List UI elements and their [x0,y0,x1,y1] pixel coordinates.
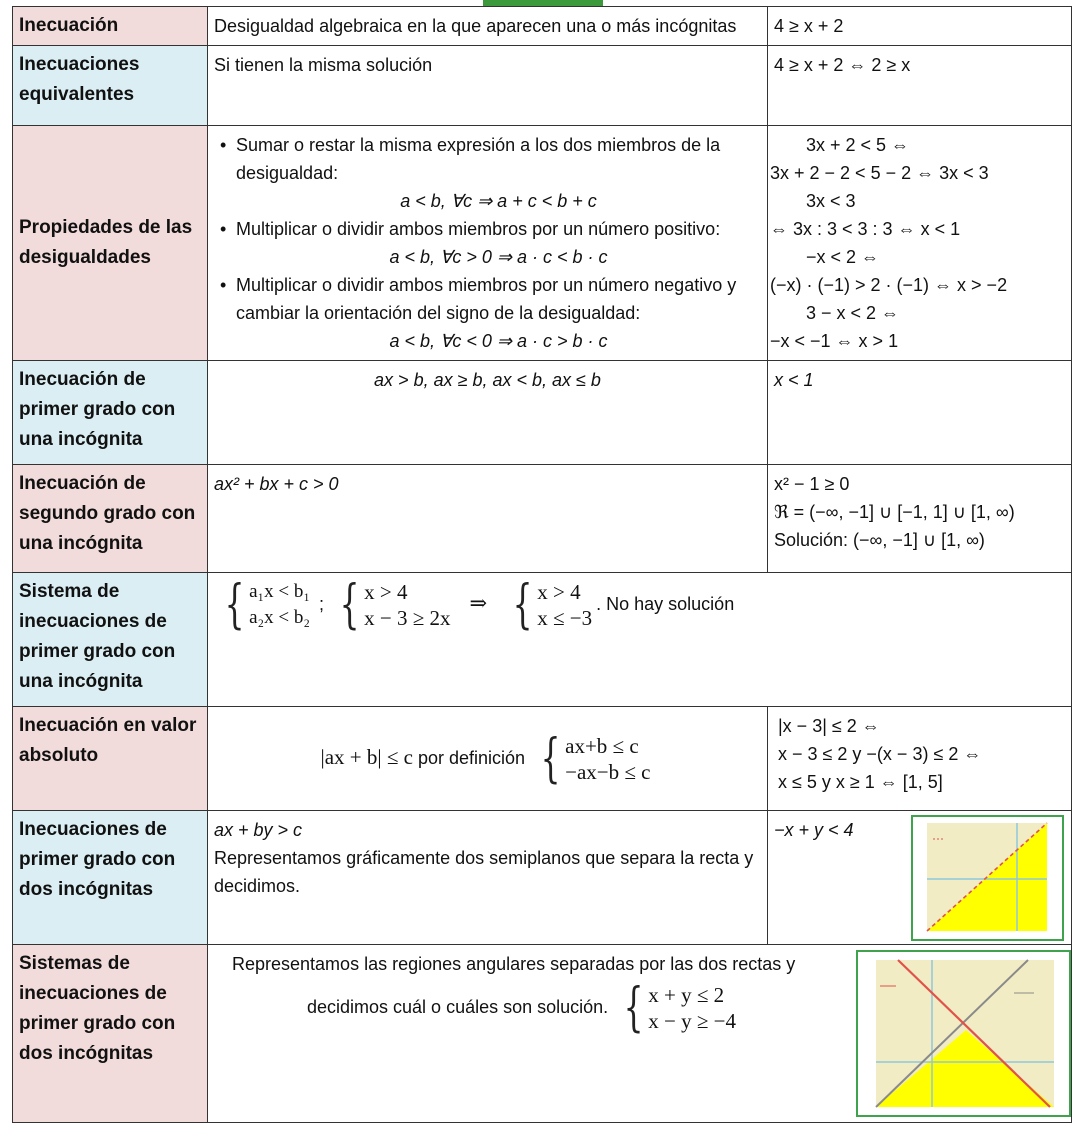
example-line: 3x + 2 < 5 ⇔ [806,135,910,155]
label-primer-grado: Inecuación de primer grado con una incógnita [13,361,208,465]
angular-regions-graph [856,950,1071,1117]
property-formula: a < b, ∀c < 0 ⇒ a · c > b · c [389,331,608,351]
example-line: ℜ = (−∞, −1] ∪ [−1, 1] ∪ [1, ∞) [774,502,1015,522]
example-line: 3 − x < 2 ⇔ [806,303,900,323]
example-segundo-grado [768,465,1072,573]
example-line: x ≤ 5 y x ≥ 1 ⇔ [1, 5] [778,772,943,792]
label-inecuacion: Inecuación [13,7,208,46]
definition-propiedades [208,126,768,361]
definition-equivalentes: Si tienen la misma solución [208,46,768,126]
system-1 [218,575,310,635]
row-equivalentes [13,46,1072,126]
definition-valor-absoluto [208,707,768,811]
separator: ; [319,593,325,614]
description-line: decidimos cuál o cuáles son solución. [307,996,609,1017]
example-line: x² − 1 ≥ 0 [774,474,850,494]
system-line: x ≤ −3 [537,606,593,630]
angular-regions-graph-svg [858,952,1069,1115]
example-equivalentes: 4 ≥ x + 2 ⇔ 2 ≥ x [768,46,1072,126]
properties-list [214,131,761,355]
system-line: x − y ≥ −4 [648,1009,736,1033]
example-line: (−x) · (−1) > 2 · (−1) ⇔ x > −2 [770,275,1008,295]
example-valor-absoluto [768,707,1072,811]
example-line: −x < −1 ⇔ x > 1 [770,331,899,351]
example-propiedades [768,126,1072,361]
no-solution-note: . No hay solución [596,593,735,614]
por-definicion: por definición [417,747,526,768]
system-dos [617,978,736,1038]
example-line: 3x + 2 − 2 < 5 − 2 ⇔ 3x < 3 [770,163,989,183]
description-line: Representamos las regiones angulares separadas por las dos rectas y [232,954,796,974]
example-line: 3x < 3 [806,191,856,211]
system-line: x + y ≤ 2 [648,983,725,1007]
label-segundo-grado: Inecuación de segundo grado con una incógnita [13,465,208,573]
example-line: −x < 2 ⇔ [806,247,880,267]
abs-inequality: |ax + b| ≤ c [320,744,413,769]
half-plane-graph-svg [913,817,1062,939]
label-valor-absoluto: Inecuación en valor absoluto [13,707,208,811]
brace-icon: { [623,978,644,1038]
implies-arrow: ⇒ [469,590,488,615]
brace-icon: { [224,575,245,635]
example-line: ⇔ 3x : 3 < 3 : 3 ⇔ x < 1 [770,219,961,239]
property-text: • Multiplicar o dividir ambos miembros por un número positivo: [236,219,721,239]
definition-primer-grado: ax > b, ax ≥ b, ax < b, ax ≤ b [208,361,768,465]
label-equivalentes: Inecuaciones equivalentes [13,46,208,126]
example-inecuacion: 4 ≥ x + 2 [768,7,1072,46]
row-propiedades [13,126,1072,361]
system-line: x > 4 [537,580,581,604]
example-primer-grado: x < 1 [768,361,1072,465]
label-propiedades: Propiedades de las desigualdades [13,126,208,361]
property-formula: a < b, ∀c > 0 ⇒ a · c < b · c [389,247,608,267]
example-dos-incognitas: −x + y < 4 [768,811,1072,945]
brace-icon: { [540,728,561,789]
property-item [236,131,761,215]
system-3 [506,575,593,635]
system-line: ax+b ≤ c [565,733,639,758]
system-2 [333,575,451,635]
definition-dos-incognitas [208,811,768,945]
row-sistema-una [13,573,1072,707]
example-line: Solución: (−∞, −1] ∪ [1, ∞) [774,530,985,550]
brace-icon: { [512,575,533,635]
half-plane-graph [911,815,1064,941]
label-dos-incognitas: Inecuaciones de primer grado con dos incógnitas [13,811,208,945]
property-text: • Sumar o restar la misma expresión a los dos miembros de la desigualdad: [236,135,721,183]
system-line: −ax−b ≤ c [565,759,651,784]
brace-icon: { [339,575,360,635]
abs-system [534,728,651,789]
example-line: x − 3 ≤ 2 y −(x − 3) ≤ 2 ⇔ [778,744,982,764]
system-line: x − 3 ≥ 2x [364,606,451,630]
property-item [236,271,761,355]
row-primer-grado [13,361,1072,465]
system-line: a₁x < b₁ [249,581,310,602]
example-line: |x − 3| ≤ 2 ⇔ [778,716,880,736]
row-valor-absoluto [13,707,1072,811]
row-inecuacion [13,7,1072,46]
row-segundo-grado [13,465,1072,573]
definition-line: Representamos gráficamente dos semiplanos que separa la recta y decidimos. [214,848,754,896]
system-line: a₂x < b₂ [249,607,310,628]
property-formula: a < b, ∀c ⇒ a + c < b + c [400,191,597,211]
label-sistemas-dos: Sistemas de inecuaciones de primer grado con dos incógnitas [13,945,208,1123]
content-sistema-una [208,573,1072,707]
label-sistema-una: Sistema de inecuaciones de primer grado con una incógnita [13,573,208,707]
definition-line: ax + by > c [214,820,303,840]
definition-segundo-grado: ax² + bx + c > 0 [208,465,768,573]
definition-inecuacion: Desigualdad algebraica en la que aparecen una o más incógnitas [208,7,768,46]
property-item [236,215,761,271]
property-text: • Multiplicar o dividir ambos miembros por un número negativo y cambiar la orientación del signo de la desigualdad: [236,275,737,323]
system-line: x > 4 [364,580,408,604]
